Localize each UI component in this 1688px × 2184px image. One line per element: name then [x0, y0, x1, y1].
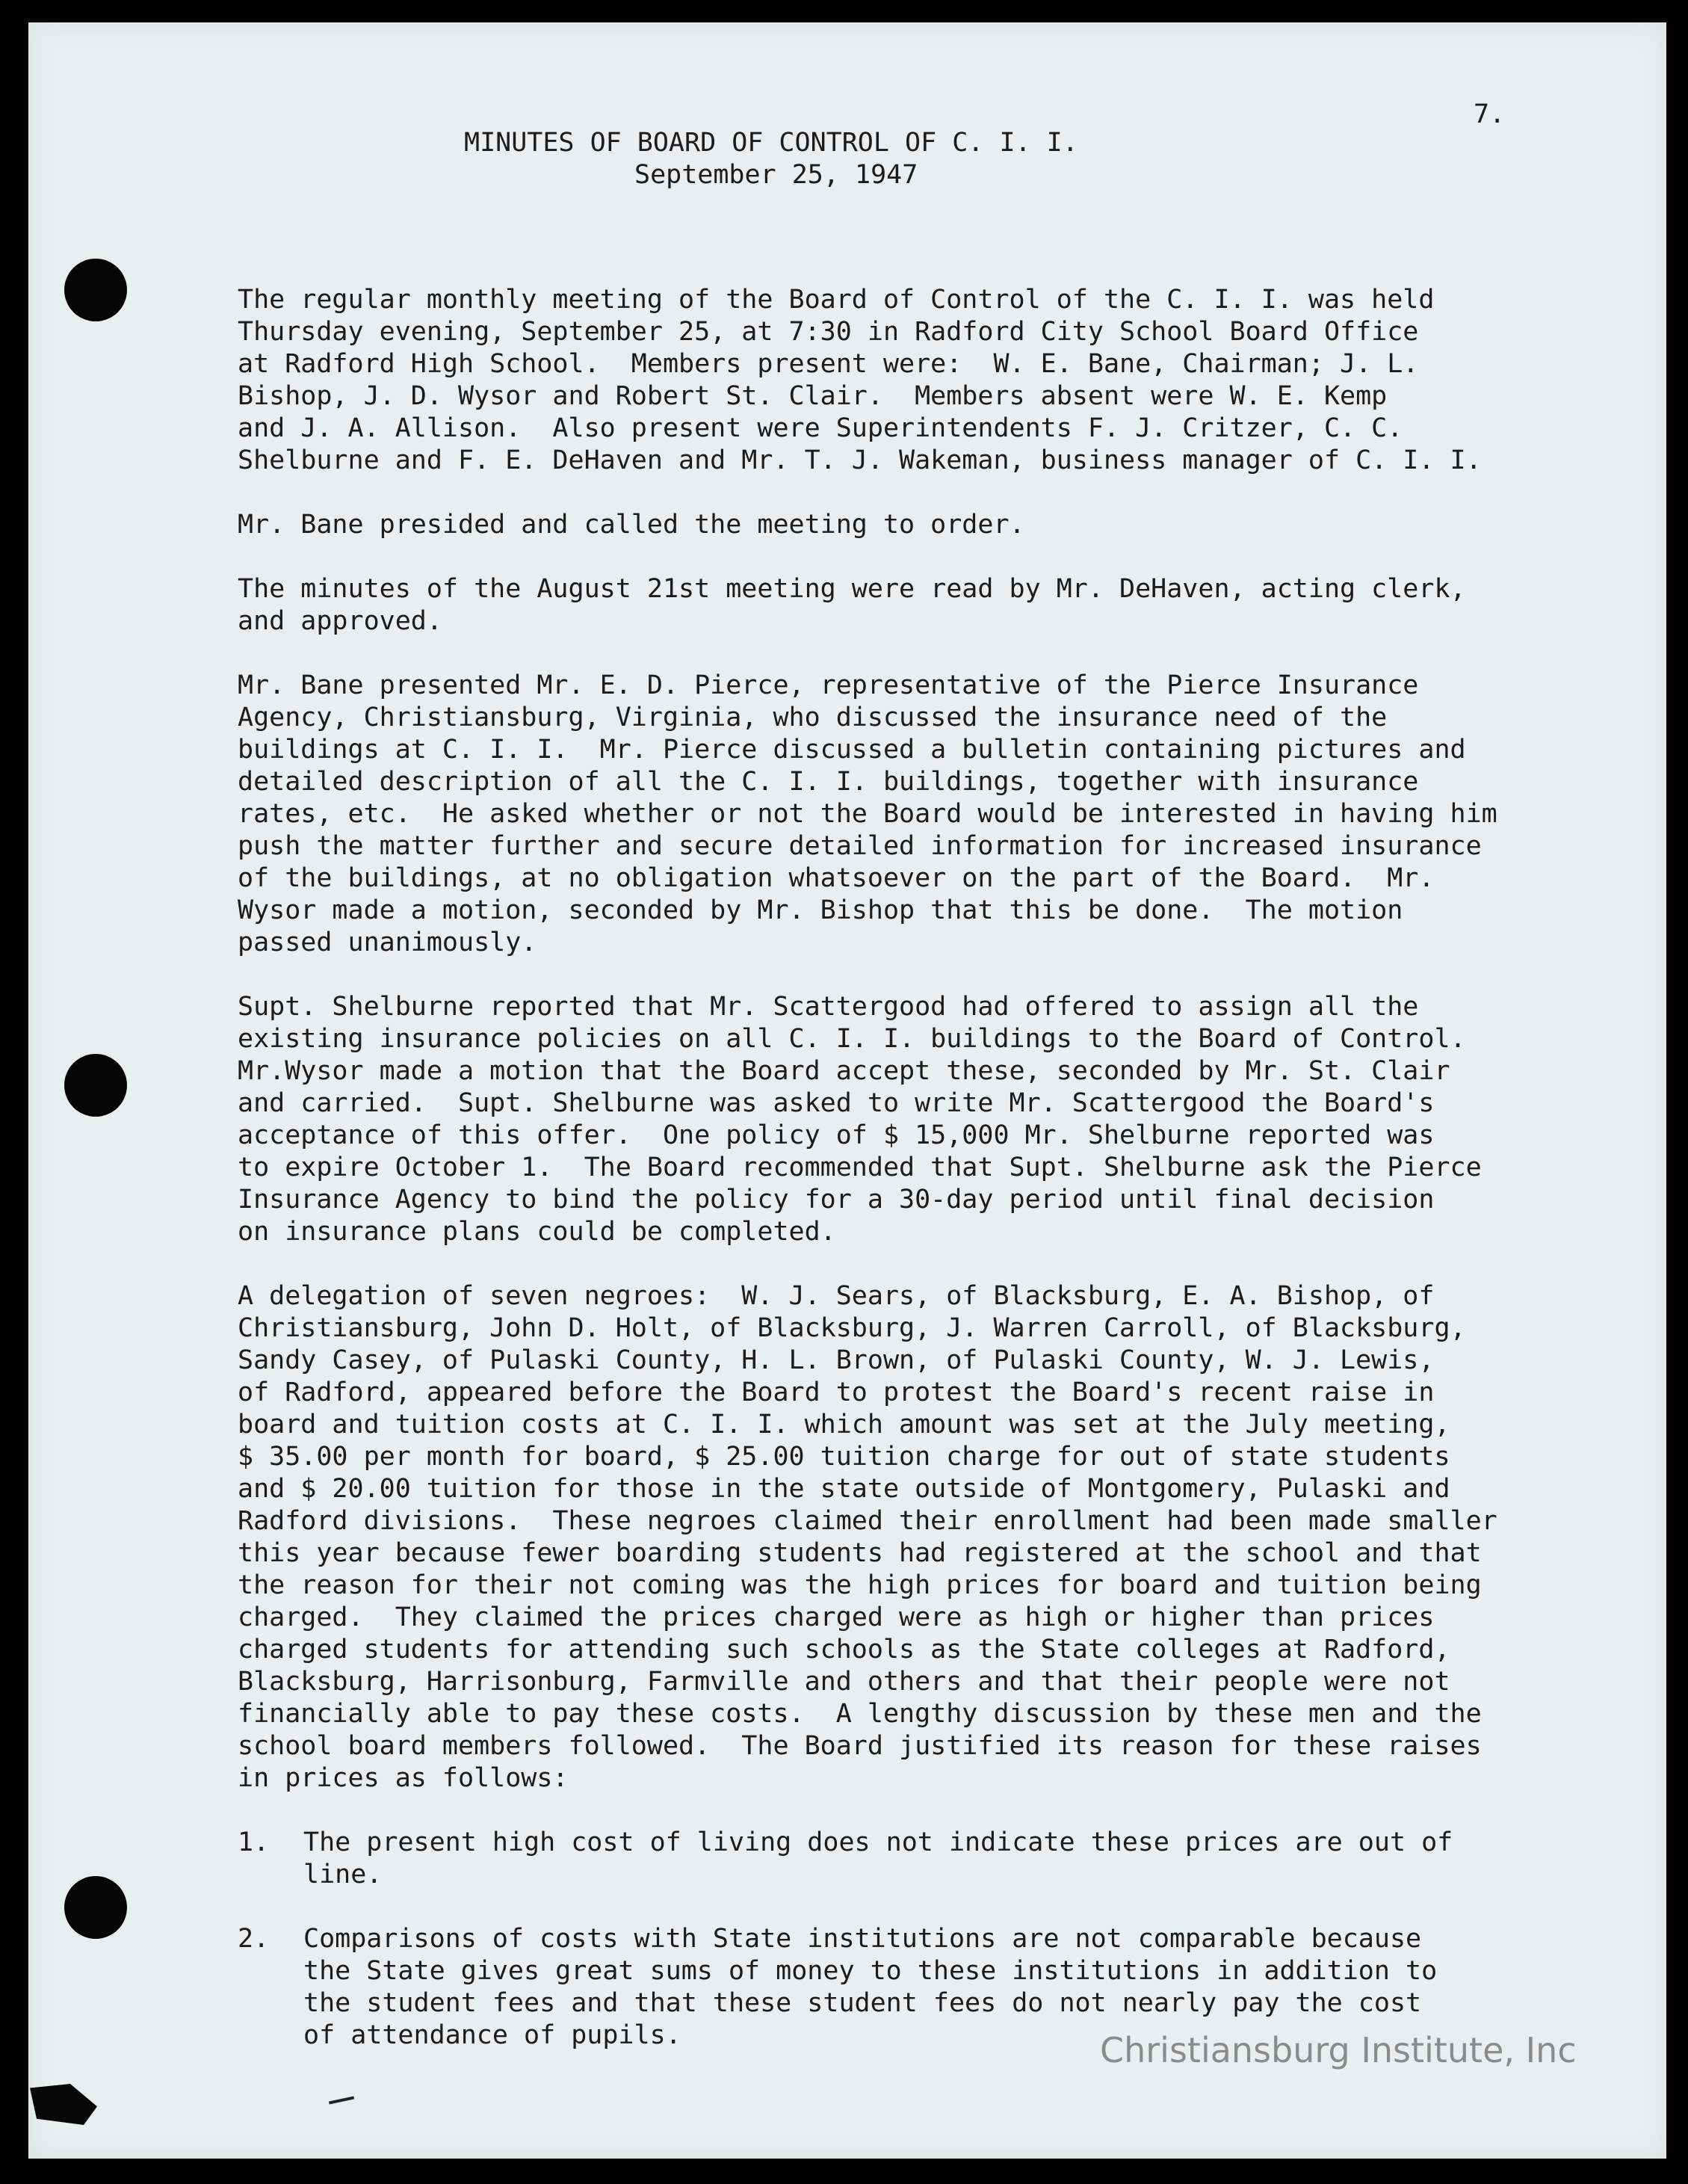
title-line: MINUTES OF BOARD OF CONTROL OF C. I. I.	[464, 128, 1078, 158]
punch-hole-bottom	[64, 1876, 127, 1939]
list-item-text: The present high cost of living does not indicate these prices are out of line.	[303, 1827, 1453, 1890]
list-item-number: 2.	[238, 1924, 270, 1954]
paragraph-pierce-insurance: Mr. Bane presented Mr. E. D. Pierce, representative of the Pierce Insurance Agency, Christiansburg, Virginia, who discussed the insurance need of the buildings at C. I. I. Mr. Pierce discussed a bulletin containing pictures and detailed description of all the C. I. I. buildings, together with insurance rates, etc. He asked whether or not the Board would be interested in having him push the matter further and secure detailed information for increased insurance of the buildings, at no obligation whatsoever on the part of the Board. Mr. Wysor made a motion, seconded by Mr. Bishop that this be done. The motion passed unanimously.	[238, 670, 1497, 957]
paragraph-insurance-policies: Supt. Shelburne reported that Mr. Scattergood had offered to assign all the existing insurance policies on all C. I. I. buildings to the Board of Control. Mr.Wysor made a motion that the Board accept these, seconded by Mr. St. Clair and carried. Supt. Shelburne was asked to write Mr. Scattergood the Board's acceptance of this offer. One policy of $ 15,000 Mr. Shelburne reported was to expire October 1. The Board recommended that Supt. Shelburne ask the Pierce Insurance Agency to bind the policy for a 30-day period until final decision on insurance plans could be completed.	[238, 992, 1482, 1247]
punch-hole-middle	[64, 1054, 127, 1117]
paragraph-call-to-order: Mr. Bane presided and called the meeting to order.	[238, 510, 1025, 540]
list-item	[238, 1827, 1497, 1891]
document-title	[464, 127, 1078, 191]
list-item-number: 1.	[238, 1827, 270, 1857]
paragraph-meeting-attendance: The regular monthly meeting of the Board of Control of the C. I. I. was held Thursday evening, September 25, at 7:30 in Radford City School Board Office at Radford High School. Members present were: W. E. Bane, Chairman; J. L. Bishop, J. D. Wysor and Robert St. Clair. Members absent were W. E. Kemp and J. A. Allison. Also present were Superintendents F. J. Critzer, C. C. Shelburne and F. E. DeHaven and Mr. T. J. Wakeman, business manager of C. I. I.	[238, 285, 1482, 475]
page-number: 7.	[1474, 99, 1506, 129]
minutes-body	[238, 284, 1497, 2084]
punch-hole-top	[64, 259, 127, 321]
paragraph-minutes-approved: The minutes of the August 21st meeting were read by Mr. DeHaven, acting clerk, and approved.	[238, 574, 1466, 636]
paragraph-delegation: A delegation of seven negroes: W. J. Sears, of Blacksburg, E. A. Bishop, of Christiansburg, John D. Holt, of Blacksburg, J. Warren Carroll, of Blacksburg, Sandy Casey, of Pulaski County, H. L. Brown, of Pulaski County, W. J. Lewis, of Radford, appeared before the Board to protest the Board's recent raise in board and tuition costs at C. I. I. which amount was set at the July meeting, $ 35.00 per month for board, $ 25.00 tuition charge for out of state students and $ 20.00 tuition for those in the state outside of Montgomery, Pulaski and Radford divisions. These negroes claimed their enrollment had been made smaller this year because fewer boarding students had registered at the school and that the reason for their not coming was the high prices for board and tuition being charged. They claimed the prices charged were as high or higher than prices charged students for attending such schools as the State colleges at Radford, Blacksburg, Harrisonburg, Farmville and others and that their people were not financially able to pay these costs. A lengthy discussion by these men and the school board members followed. The Board justified its reason for these raises in prices as follows:	[238, 1281, 1497, 1793]
meeting-date: September 25, 1947	[634, 160, 918, 190]
list-item-text: Comparisons of costs with State institutions are not comparable because the State gives great sums of money to these institutions in addition to the student fees and that these student fees do not nearly pay the cost of attendance of pupils.	[303, 1924, 1438, 2050]
watermark: Christiansburg Institute, Inc	[1100, 2030, 1577, 2070]
